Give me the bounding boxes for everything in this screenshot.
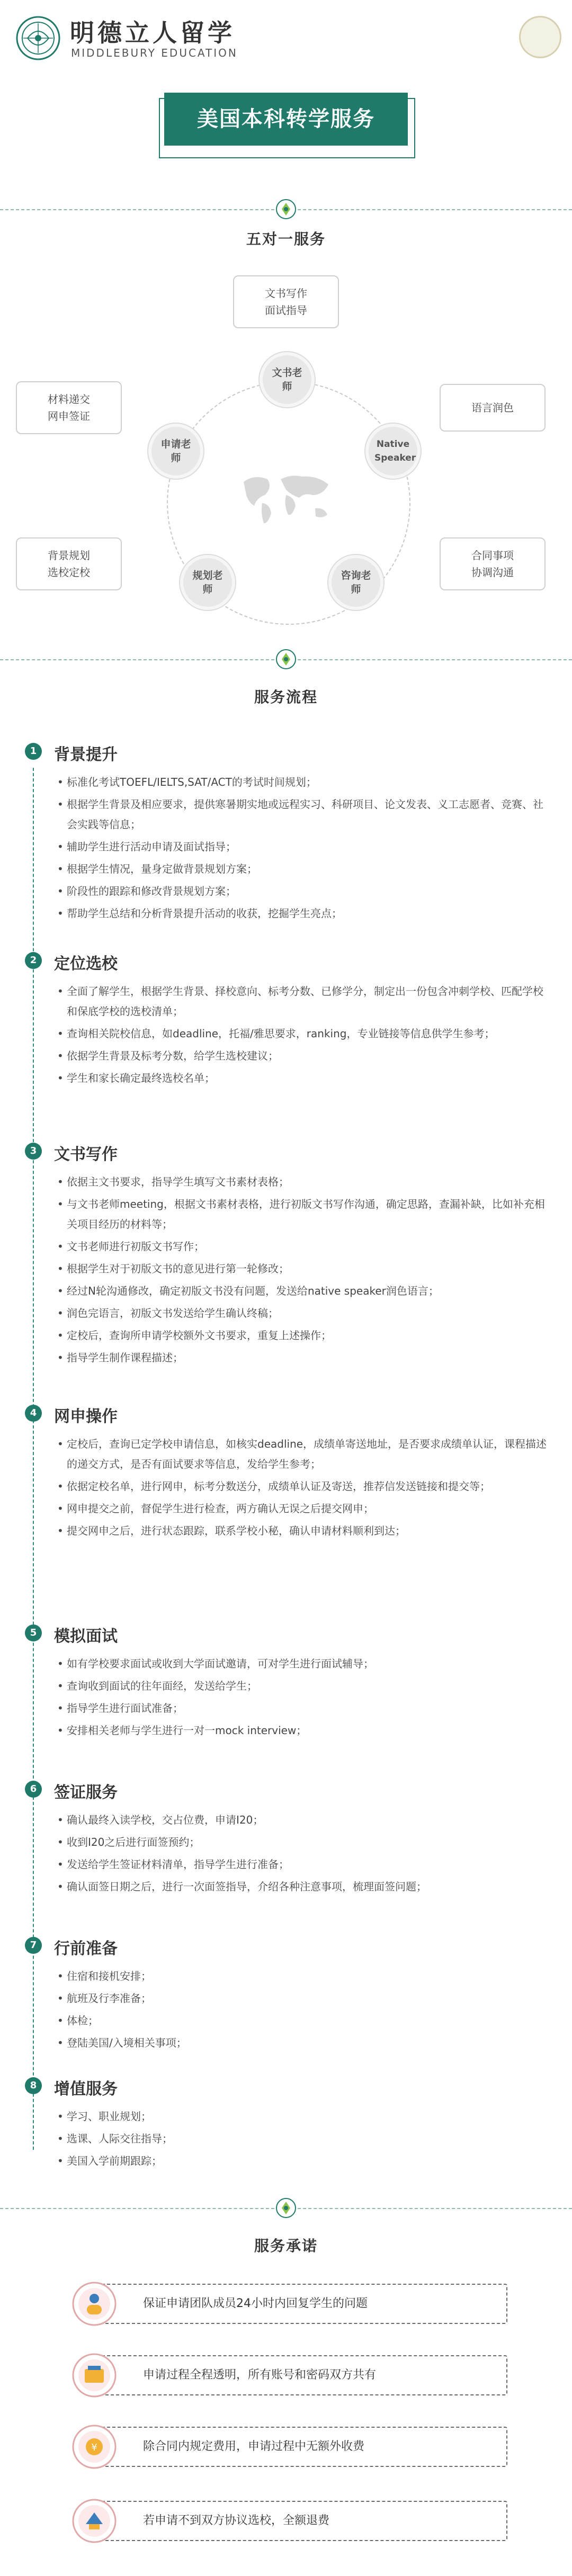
list-item: • 依据定校名单，进行网申，标考分数送分，成绩单认证及寄送，推荐信发送链接和提交等； bbox=[67, 1476, 549, 1496]
list-item: • 标准化考试TOEFL/IELTS,SAT/ACT的考试时间规划； bbox=[67, 772, 549, 792]
promise-item-4 bbox=[68, 2497, 507, 2545]
list-item: • 收到I20之后进行面签预约； bbox=[67, 1832, 549, 1852]
promise-item-1 bbox=[68, 2279, 507, 2328]
teacher-writing: 文书老师 bbox=[260, 352, 315, 407]
refund-icon bbox=[68, 2497, 131, 2545]
money-icon bbox=[68, 2422, 131, 2471]
step-items bbox=[67, 772, 549, 926]
list-item: • 安排相关老师与学生进行一对一mock interview； bbox=[67, 1720, 549, 1740]
page-title: 美国本科转学服务 bbox=[164, 93, 408, 146]
list-item: • 帮助学生总结和分析背景提升活动的收获，挖掘学生亮点； bbox=[67, 903, 549, 923]
step-number: 3 bbox=[25, 1143, 42, 1160]
step-title: 增值服务 bbox=[54, 2080, 118, 2098]
list-item: • 指导学生制作课程描述； bbox=[67, 1348, 549, 1368]
step-title: 签证服务 bbox=[54, 1783, 118, 1802]
list-item: • 住宿和接机安排； bbox=[67, 1966, 549, 1986]
step-items bbox=[67, 2106, 549, 2173]
list-item: • 查询相关院校信息，如deadline，托福/雅思要求，ranking，专业链接等信息供学生参考； bbox=[67, 1024, 549, 1044]
step-number: 1 bbox=[25, 743, 42, 760]
list-item: • 辅助学生进行活动申请及面试指导； bbox=[67, 837, 549, 857]
process-timeline bbox=[0, 741, 572, 2171]
team-icon bbox=[68, 2279, 131, 2328]
step-items bbox=[67, 1966, 549, 2055]
section-emblem-icon bbox=[275, 649, 297, 670]
task-writing: 文书写作 面试指导 bbox=[233, 275, 339, 328]
list-item: • 提交网申之后，进行状态跟踪，联系学校小秘，确认申请材料顺利到达； bbox=[67, 1521, 549, 1541]
teacher-plan: 规划老师 bbox=[180, 555, 235, 610]
step-items bbox=[67, 1172, 549, 1370]
task-polish: 语言润色 bbox=[440, 384, 546, 432]
step-number: 7 bbox=[25, 1937, 42, 1954]
teacher-consult: 咨询老师 bbox=[328, 555, 383, 610]
five-on-one-diagram bbox=[0, 265, 572, 635]
corner-emblem-icon bbox=[519, 16, 561, 58]
list-item: • 定校后，查询已定学校申请信息，如核实deadline，成绩单寄送地址，是否要求成绩单认证，课程描述的递交方式，是否有面试要求等信息，发给学生参考； bbox=[67, 1434, 549, 1474]
step-title: 模拟面试 bbox=[54, 1627, 118, 1646]
step-title: 定位选校 bbox=[54, 955, 118, 973]
list-item: • 学生和家长确定最终选校名单； bbox=[67, 1068, 549, 1088]
list-item: • 根据学生背景及相应要求，提供寒暑期实地或远程实习、科研项目、论文发表、义工志愿者、竞赛、社会实践等信息； bbox=[67, 794, 549, 834]
brand-name-cn: 明德立人留学 bbox=[70, 19, 235, 47]
step-number: 5 bbox=[25, 1624, 42, 1641]
list-item: • 文书老师进行初版文书写作； bbox=[67, 1236, 549, 1256]
list-item: • 查询收到面试的往年面经，发送给学生； bbox=[67, 1676, 549, 1696]
promise-item-2 bbox=[68, 2351, 507, 2400]
list-item: • 与文书老师meeting，根据文书素材表格，进行初版文书写作沟通，确定思路，查漏补缺，比如补充相关项目经历的材料等； bbox=[67, 1194, 549, 1234]
list-item: • 依据主文书要求，指导学生填写文书素材表格； bbox=[67, 1172, 549, 1192]
list-item: • 体检； bbox=[67, 2010, 549, 2031]
step-title: 文书写作 bbox=[54, 1145, 118, 1164]
page-header bbox=[0, 0, 572, 79]
svg-text:¥: ¥ bbox=[91, 2442, 97, 2453]
promise-item-3 bbox=[68, 2422, 507, 2471]
list-item: • 登陆美国/入境相关事项； bbox=[67, 2033, 549, 2053]
step-title: 网申操作 bbox=[54, 1407, 118, 1426]
section-title-process: 服务流程 bbox=[254, 688, 318, 706]
step-number: 8 bbox=[25, 2077, 42, 2094]
promise-text: 保证申请团队成员24小时内回复学生的问题 bbox=[100, 2284, 507, 2324]
list-item: • 网申提交之前，督促学生进行检查，两方确认无误之后提交网申； bbox=[67, 1498, 549, 1519]
step-title: 行前准备 bbox=[54, 1940, 118, 1958]
task-contract: 合同事项 协调沟通 bbox=[440, 537, 546, 590]
title-banner bbox=[164, 93, 408, 156]
step-items bbox=[67, 1434, 549, 1543]
step-items bbox=[67, 981, 549, 1090]
step-number: 6 bbox=[25, 1781, 42, 1798]
list-item: • 如有学校要求面试或收到大学面试邀请，可对学生进行面试辅导； bbox=[67, 1654, 549, 1674]
teacher-native: Native Speaker bbox=[365, 424, 421, 479]
list-item: • 美国入学前期跟踪； bbox=[67, 2151, 549, 2171]
list-item: • 阶段性的跟踪和修改背景规划方案； bbox=[67, 881, 549, 901]
list-item: • 确认最终入读学校，交占位费，申请I20； bbox=[67, 1810, 549, 1830]
section-emblem-icon bbox=[275, 2197, 297, 2219]
list-item: • 全面了解学生，根据学生背景、择校意向、标考分数、已修学分，制定出一份包含冲刺学校、匹配学校和保底学校的选校清单； bbox=[67, 981, 549, 1021]
step-title: 背景提升 bbox=[54, 746, 118, 764]
step-items bbox=[67, 1654, 549, 1743]
brand-name-en: MIDDLEBURY EDUCATION bbox=[71, 47, 238, 59]
list-item: • 发送给学生签证材料清单，指导学生进行准备； bbox=[67, 1854, 549, 1874]
list-item: • 根据学生情况，量身定做背景规划方案； bbox=[67, 859, 549, 879]
list-item: • 确认面签日期之后，进行一次面签指导，介绍各种注意事项，梳理面签问题； bbox=[67, 1877, 549, 1897]
task-plan: 背景规划 选校定校 bbox=[16, 537, 122, 590]
list-item: • 选课、人际交往指导； bbox=[67, 2129, 549, 2149]
task-submit: 材料递交 网申签证 bbox=[16, 381, 122, 434]
list-item: • 定校后，查询所申请学校额外文书要求，重复上述操作； bbox=[67, 1325, 549, 1345]
section-title-promise: 服务承诺 bbox=[254, 2237, 318, 2255]
list-item: • 经过N轮沟通修改，确定初版文书没有问题，发送给native speaker润色语言； bbox=[67, 1281, 549, 1301]
list-item: • 根据学生对于初版文书的意见进行第一轮修改； bbox=[67, 1259, 549, 1279]
step-items bbox=[67, 1810, 549, 1899]
logo-icon bbox=[15, 15, 61, 61]
folder-icon bbox=[68, 2351, 131, 2400]
teacher-apply: 申请老师 bbox=[148, 424, 203, 479]
promise-text: 除合同内规定费用，申请过程中无额外收费 bbox=[100, 2427, 507, 2467]
promise-text: 申请过程全程透明，所有账号和密码双方共有 bbox=[100, 2355, 507, 2395]
list-item: • 指导学生进行面试准备； bbox=[67, 1698, 549, 1718]
list-item: • 学习、职业规划； bbox=[67, 2106, 549, 2126]
section-emblem-icon bbox=[275, 199, 297, 220]
section-title-five: 五对一服务 bbox=[246, 230, 326, 248]
list-item: • 依据学生背景及标考分数，给学生选校建议； bbox=[67, 1046, 549, 1066]
step-number: 4 bbox=[25, 1405, 42, 1422]
step-number: 2 bbox=[25, 952, 42, 969]
world-map-icon bbox=[233, 466, 339, 529]
list-item: • 润色完语言，初版文书发送给学生确认终稿； bbox=[67, 1303, 549, 1323]
promise-text: 若申请不到双方协议选校，全额退费 bbox=[100, 2501, 507, 2541]
list-item: • 航班及行李准备； bbox=[67, 1988, 549, 2008]
